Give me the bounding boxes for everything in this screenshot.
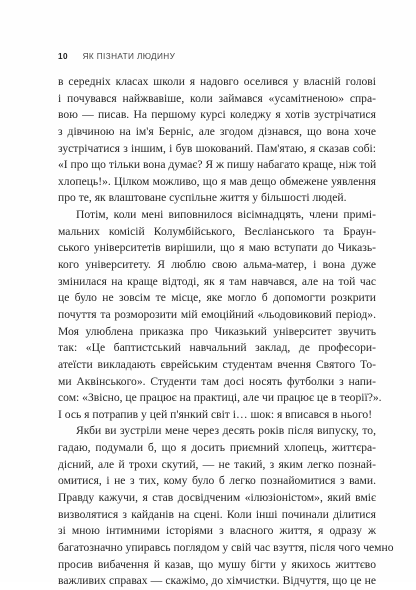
text-line: змінилася на краще відтоді, як я там навчався, але на той час (58, 274, 376, 288)
text-line: «І про що тільки вона думає? Я ж пишу набагато краще, ніж той (58, 158, 377, 172)
text-line: це було не зовсім те місце, яке могло б допомогти розкрити (58, 291, 376, 305)
text-line: про те, як влаштоване суспільне життя у більшості людей. (58, 191, 347, 205)
text-line: визволятися з кайданів на сцені. Коли інші починали ділитися (58, 507, 376, 521)
text-line: атеїсти викладають єврейським студентам вчення Святого То- (58, 357, 376, 371)
text-line: Якби ви зустріли мене через десять років після випуску, то, (76, 424, 376, 438)
text-line: так: «Це баптистський навчальний заклад, де професори- (58, 341, 376, 355)
text-line: просив вибачення й казав, що мушу бігти у якихось життєво (58, 557, 376, 571)
text-line: омитися, і не з тих, кому було б легко познайомитися з вами. (58, 474, 376, 488)
text-line: багатозначно упиравсь поглядом у свій час взуття, після чого чемно (58, 540, 394, 554)
text-line: хлопець!». Цілком можливо, що я мав дещо обмежене уявлення (58, 174, 376, 188)
text-line: мальних комісій Колумбійського, Весліанського та Браун- (58, 224, 376, 238)
text-line: Моя улюблена приказка про Чиказький університет звучить (58, 324, 376, 338)
body-text (58, 74, 394, 590)
text-line: сом: «Звісно, це працює на практиці, але чи працює це в теорії?». (58, 391, 382, 405)
text-line: важливих справах — скажімо, до хімчистки. Відчуття, що це не (58, 574, 376, 588)
running-title: ЯК ПІЗНАТИ ЛЮДИНУ (82, 52, 176, 61)
text-line: Правду кажучи, я став досвідченим «ілюзіоністом», який вміє (58, 491, 376, 505)
text-line: вою — писав. На першому курсі коледжу я хотів зустрічатися (58, 108, 376, 122)
text-line: кого університету. Я люблю свою альма-матер, і вона дуже (58, 258, 376, 272)
text-line: ми Аквінського». Студенти там досі носять футболки з напи- (58, 374, 376, 388)
text-line: ського університетів вирішили, що я маю вступати до Чиказь- (58, 241, 376, 255)
text-line: зустрічатися з іншим, і був шокований. Пам'ятаю, я сказав собі: (58, 141, 376, 155)
text-line: зі мною інтимними історіями з власного життя, я одразу ж (58, 524, 376, 538)
text-line: почуття та розморозити мій емоційний «льодовиковий період». (58, 307, 376, 321)
text-line: гадаю, подумали б, що я досить приємний хлопець, життєра- (58, 441, 376, 455)
text-line: в середніх класах школи я надовго оселився у власній голові (58, 75, 376, 88)
text-line: дісний, але й трохи скутий, — не такий, з яким легко познай- (58, 457, 376, 471)
text-line: з дівчиною на ім'я Берніс, але згодом дізнався, що вона хоче (58, 124, 376, 138)
text-line: І ось я потрапив у цей п'янкий світ і… шок: я вписався в нього! (58, 407, 373, 421)
page-number: 10 (58, 52, 68, 61)
page-header (58, 52, 376, 66)
text-line: Потім, коли мені виповнилося вісімнадцять, члени примі- (76, 208, 376, 222)
text-line: і почувався найжвавіше, коли займався «усамітненою» спра- (58, 91, 376, 105)
